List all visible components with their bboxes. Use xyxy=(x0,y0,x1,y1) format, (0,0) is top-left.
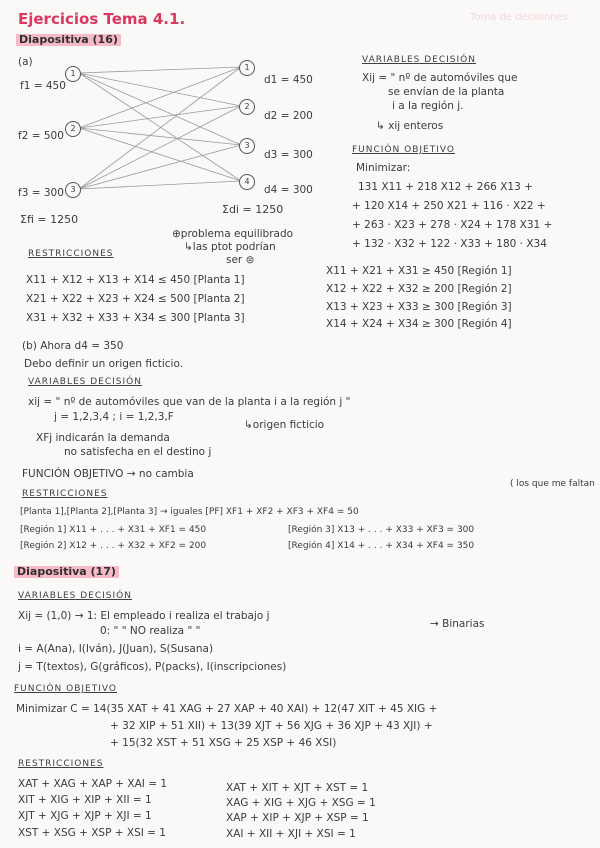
part-a-label: (a) xyxy=(18,56,33,68)
slide17-vars-line1b: → Binarias xyxy=(430,618,485,630)
balanced-note-1: ⊕problema equilibrado xyxy=(172,228,294,240)
dest-node-2: 2 xyxy=(239,99,255,115)
sum-demand: Σdi = 1250 xyxy=(222,203,284,216)
dest-node-1: 1 xyxy=(239,60,255,76)
slide10-vars-line4: ↳ xij enteros xyxy=(376,120,444,132)
slide17-vars-line1: Xij = (1,0) → 1: El empleado i realiza el trabajo j xyxy=(18,610,270,622)
slide10-vars-line3: i a la región j. xyxy=(392,100,464,112)
slide10-restr-heading: RESTRICCIONES xyxy=(28,249,114,259)
slide10-vars-line2: se envían de la planta xyxy=(388,86,505,98)
slide17-obj-heading: FUNCIÓN OBJETIVO xyxy=(14,684,117,694)
slide10-restr-left-1: X11 + X12 + X13 + X14 ≤ 450 [Planta 1] xyxy=(26,274,245,286)
balanced-note-3: ser ⊜ xyxy=(226,254,255,266)
slide10-obj-line1: 131 X11 + 218 X12 + 266 X13 + xyxy=(358,181,533,193)
slide10-obj-line4: + 132 · X32 + 122 · X33 + 180 · X34 xyxy=(352,238,547,250)
demand-4: d4 = 300 xyxy=(264,184,313,196)
dest-node-4: 4 xyxy=(239,174,255,190)
part-b-vars-heading: VARIABLES DECISIÓN xyxy=(28,377,142,387)
slide17-restr-left-3: XJT + XJG + XJP + XJI = 1 xyxy=(18,810,152,822)
slide10-restr-right-1: X11 + X21 + X31 ≥ 450 [Región 1] xyxy=(326,265,512,277)
part-b-note: ( los que me faltan xyxy=(510,479,595,489)
origin-node-2: 2 xyxy=(65,121,81,137)
part-b-restr-1: [Planta 1],[Planta 2],[Planta 3] → iguales [PF] XF1 + XF2 + XF3 + XF4 = 50 xyxy=(20,507,359,517)
dest-node-3: 3 xyxy=(239,138,255,154)
part-b-vars-line1: xij = " nº de automóviles que van de la planta i a la región j " xyxy=(28,396,351,408)
slide17-restr-heading: RESTRICCIONES xyxy=(18,759,104,769)
slide17-restr-right-2: XAG + XIG + XJG + XSG = 1 xyxy=(226,797,376,809)
origin-node-3: 3 xyxy=(65,182,81,198)
slide10-obj-min: Minimizar: xyxy=(356,162,411,174)
slide17-restr-left-4: XST + XSG + XSP + XSI = 1 xyxy=(18,827,166,839)
part-b-objective: FUNCIÓN OBJETIVO → no cambia xyxy=(22,468,194,480)
slide17-vars-line4: j = T(textos), G(gráficos), P(packs), I(inscripciones) xyxy=(18,661,287,673)
part-b-vars-line2b: ↳origen ficticio xyxy=(244,419,325,431)
slide10-restr-right-2: X12 + X22 + X32 ≥ 200 [Región 2] xyxy=(326,283,512,295)
part-b-restr-4: [Región 3] X13 + . . . + X33 + XF3 = 300 xyxy=(288,525,475,535)
part-b-vars-line3: XFj indicarán la demanda xyxy=(36,432,170,444)
supply-1: f1 = 450 xyxy=(20,80,66,92)
slide17-obj-line3: + 15(32 XST + 51 XSG + 25 XSP + 46 XSI) xyxy=(110,737,337,749)
demand-1: d1 = 450 xyxy=(264,74,313,86)
slide17-restr-right-1: XAT + XIT + XJT + XST = 1 xyxy=(226,782,369,794)
demand-2: d2 = 200 xyxy=(264,110,313,122)
slide10-obj-line3: + 263 · X23 + 278 · X24 + 178 X31 + xyxy=(352,219,553,231)
part-b-vars-line2: j = 1,2,3,4 ; i = 1,2,3,F xyxy=(54,411,174,423)
sum-supply: Σfi = 1250 xyxy=(20,213,79,226)
part-b-restr-2: [Región 1] X11 + . . . + X31 + XF1 = 450 xyxy=(20,525,207,535)
slide10-restr-left-3: X31 + X32 + X33 + X34 ≤ 300 [Planta 3] xyxy=(26,312,245,324)
balanced-note-2: ↳las ptot podrían xyxy=(184,241,276,253)
slide10-restr-right-4: X14 + X24 + X34 ≥ 300 [Región 4] xyxy=(326,318,512,330)
slide10-obj-line2: + 120 X14 + 250 X21 + 116 · X22 + xyxy=(352,200,546,212)
slide10-vars-heading: VARIABLES DECISIÓN xyxy=(362,55,476,65)
slide10-vars-line1: Xij = " nº de automóviles que xyxy=(362,72,518,84)
part-b-restr-3: [Región 2] X12 + . . . + X32 + XF2 = 200 xyxy=(20,541,207,551)
part-b-label: (b) Ahora d4 = 350 xyxy=(22,340,124,352)
slide17-obj-line2: + 32 XIP + 51 XII) + 13(39 XJT + 56 XJG + 36 XJP + 43 XJI) + xyxy=(110,720,433,732)
slide17-restr-left-1: XAT + XAG + XAP + XAI = 1 xyxy=(18,778,168,790)
supply-3: f3 = 300 xyxy=(18,187,64,199)
origin-node-1: 1 xyxy=(65,66,81,82)
slide17-vars-heading: VARIABLES DECISIÓN xyxy=(18,591,132,601)
slide10-obj-heading: FUNCIÓN OBJETIVO xyxy=(352,145,455,155)
part-b-restr-heading: RESTRICCIONES xyxy=(22,489,108,499)
slide17-restr-left-2: XIT + XIG + XIP + XII = 1 xyxy=(18,794,152,806)
supply-2: f2 = 500 xyxy=(18,130,64,142)
slide17-obj-line1: Minimizar C = 14(35 XAT + 41 XAG + 27 XAP + 40 XAI) + 12(47 XIT + 45 XIG + xyxy=(16,703,438,715)
part-b-restr-5: [Región 4] X14 + . . . + X34 + XF4 = 350 xyxy=(288,541,475,551)
slide17-restr-right-4: XAI + XII + XJI + XSI = 1 xyxy=(226,828,356,840)
slide17-label: Diapositiva (17) xyxy=(14,566,119,578)
slide10-restr-left-2: X21 + X22 + X23 + X24 ≤ 500 [Planta 2] xyxy=(26,293,245,305)
page-title: Ejercicios Tema 4.1. xyxy=(18,10,186,28)
faint-header: Toma de decisiones xyxy=(470,12,568,23)
demand-3: d3 = 300 xyxy=(264,149,313,161)
slide10-restr-right-3: X13 + X23 + X33 ≥ 300 [Región 3] xyxy=(326,301,512,313)
slide17-vars-line3: i = A(Ana), I(Iván), J(Juan), S(Susana) xyxy=(18,643,214,655)
slide10-label: Diapositiva (16) xyxy=(16,34,121,46)
part-b-vars-line4: no satisfecha en el destino j xyxy=(64,446,212,458)
part-b-line1: Debo definir un origen ficticio. xyxy=(24,358,184,370)
slide17-vars-line2: 0: " " NO realiza " " xyxy=(100,625,201,637)
slide17-restr-right-3: XAP + XIP + XJP + XSP = 1 xyxy=(226,812,369,824)
